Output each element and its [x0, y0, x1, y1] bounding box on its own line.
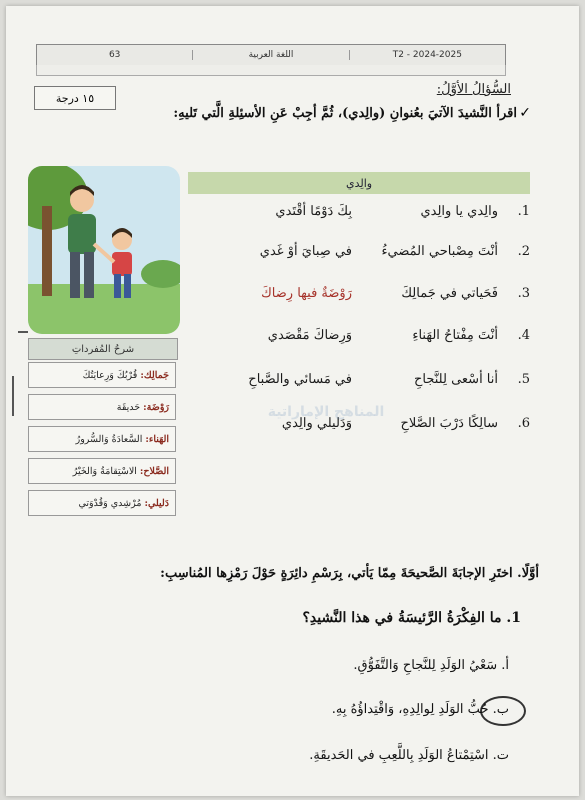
answer-option-b[interactable] — [332, 702, 509, 717]
vocab-word: رَوْضَة: — [143, 401, 169, 413]
verse-first-half: أنْتَ مِصْباحي المُضيءُ — [381, 244, 498, 259]
vocab-word: جَمالِك: — [140, 369, 169, 381]
section-title: أوَّلًا. اختَرِ الإجابَةَ الصَّحيحَةَ مِمّا يَأتي، بِرَسْمِ دائِرَةٍ حَوْلَ رَمْزِها المُناسِبِ: — [160, 566, 539, 581]
option-text: حُبُّ الوَلَدِ لِوالِدِهِ، وَاقْتِداؤُهُ بِهِ. — [331, 702, 489, 717]
vocab-meaning: السَّعادَةُ وَالسُّرورُ — [75, 433, 143, 445]
vocab-word: الصَّلاح: — [139, 465, 169, 477]
vocab-item — [28, 458, 176, 484]
question-instruction: اقرأ النَّشيدَ الآتيَ بعُنوانِ (والِدي)، ثُمَّ أجِبْ عَنِ الأسئِلةِ الَّتي تَليهِ: — [173, 106, 517, 121]
checkmark-icon: ✓ — [519, 105, 531, 121]
answer-option-c[interactable] — [309, 748, 509, 763]
poem-title: والِدي — [188, 172, 530, 194]
page-header — [36, 44, 506, 66]
vocab-meaning: الاسْتِقامَةُ وَالخَيْرُ — [72, 465, 137, 477]
header-subject: اللغة العربية — [193, 50, 349, 60]
verse-second-half: بِكَ دَوْمًا أقْتَدي — [275, 204, 352, 219]
vocab-meaning: حَديقَة — [116, 401, 141, 413]
question-1: 1. ما الفِكْرَةُ الرَّئيسَةُ في هذا النَّشيدِ؟ — [302, 610, 521, 626]
poem-verse — [188, 328, 530, 350]
verse-number: 6. — [517, 416, 530, 431]
verse-second-half: رَوْضَةٌ فيها رِضاكَ — [261, 286, 352, 301]
verse-first-half: والِدي يا والِدي — [420, 204, 498, 219]
question-title: السُّؤالُ الأوَّلُ: — [436, 82, 511, 97]
verse-number: 1. — [517, 204, 530, 219]
poem-verse — [188, 372, 530, 394]
verse-number: 2. — [517, 244, 530, 259]
answer-option-a[interactable] — [353, 658, 509, 673]
verse-first-half: أنْتَ مِفْتاحُ الهَناءِ — [412, 328, 498, 343]
father-son-illustration — [28, 166, 180, 334]
verse-first-half: سالِكًا دَرْبَ الصَّلاحِ — [400, 416, 498, 431]
option-letter: أ. — [501, 658, 509, 673]
vocab-item — [28, 394, 176, 420]
header-sub-row — [36, 65, 506, 76]
option-text: سَعْيُ الوَلَدِ لِلنَّجاحِ وَالتَّفَوُّقِ. — [353, 658, 498, 673]
poem-verse — [188, 244, 530, 266]
verse-second-half: في مَسائي والصَّباحِ — [248, 372, 352, 387]
poem-verse — [188, 204, 530, 226]
verse-second-half: في صِبايَ أوْ غَدي — [259, 244, 352, 259]
verse-first-half: أنا أسْعى لِلنَّجاحِ — [414, 372, 498, 387]
vocab-item — [28, 362, 176, 388]
vocab-word: الهَناء: — [145, 433, 169, 445]
header-term: T2 - 2024-2025 — [392, 50, 462, 60]
vocab-meaning: مُرْشِدي وَقُدْوَتي — [78, 497, 142, 509]
vocab-meaning: قُرْبُكَ وَرِعايَتُكَ — [82, 369, 138, 381]
option-letter: ب. — [492, 702, 509, 717]
verse-second-half: وَرِضاكَ مَقْصَدي — [267, 328, 352, 343]
verse-number: 3. — [517, 286, 530, 301]
grade-box: ١٥ درجة — [34, 86, 116, 110]
worksheet-page — [6, 6, 579, 796]
vocab-item — [28, 426, 176, 452]
verse-number: 4. — [517, 328, 530, 343]
watermark: المناهج الإماراتية — [267, 404, 385, 420]
poem-verse — [188, 286, 530, 308]
vocab-item — [28, 490, 176, 516]
vocab-header: شرحُ المُفرداتِ — [28, 338, 178, 360]
verse-second-half: وَدَليلي والِدي — [281, 416, 352, 431]
verse-number: 5. — [517, 372, 530, 387]
vocab-word: دَليلي: — [144, 497, 169, 509]
option-letter: ت. — [492, 748, 509, 763]
margin-mark — [18, 331, 28, 333]
margin-mark — [12, 376, 14, 416]
verse-first-half: فَحَياتي في جَمالِكَ — [401, 286, 498, 301]
option-text: اسْتِمْتاعُ الوَلَدِ بِاللَّعِبِ في الحَديقَةِ. — [309, 748, 489, 763]
header-page-number: 63 — [37, 50, 193, 60]
